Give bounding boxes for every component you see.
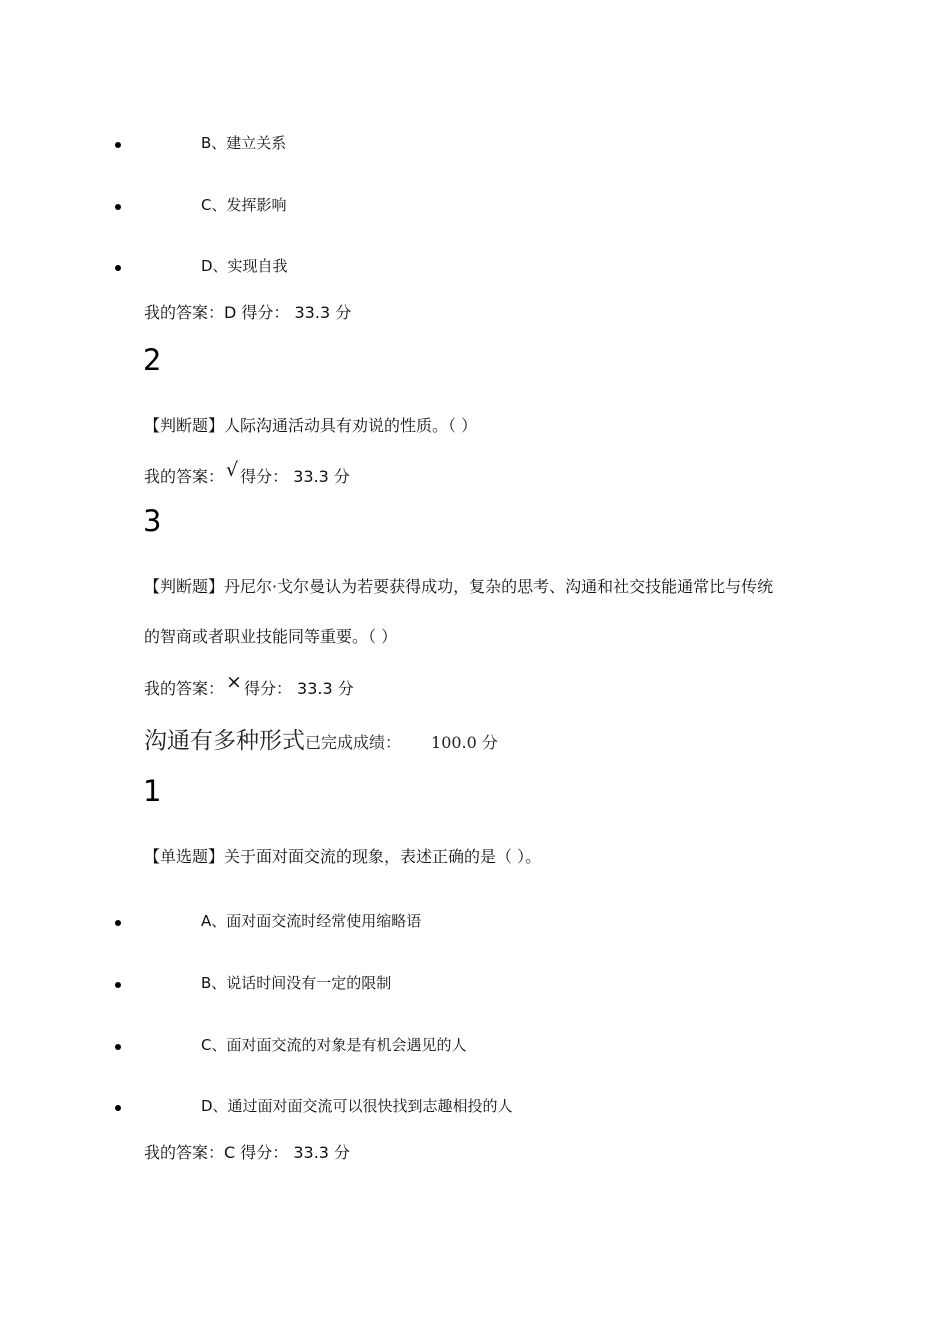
question-stem: 【判断题】人际沟通活动具有劝说的性质。（ ） — [144, 416, 478, 435]
answer-prefix: 我的答案： — [144, 679, 225, 698]
option-c[interactable]: C、发挥影响 — [201, 196, 287, 214]
bullet — [115, 1044, 121, 1050]
section-score: 100.0 分 — [431, 733, 498, 752]
section-status: 已完成成绩： — [305, 733, 402, 752]
question-number: 1 — [143, 774, 162, 808]
question-stem-line1: 【判断题】丹尼尔·戈尔曼认为若要获得成功，复杂的思考、沟通和社交技能通常比与传统 — [144, 577, 774, 596]
option-d[interactable]: D、通过面对面交流可以很快找到志趣相投的人 — [201, 1097, 513, 1115]
bullet — [115, 204, 121, 210]
question-number: 3 — [143, 504, 162, 538]
bullet — [115, 920, 121, 926]
option-a[interactable]: A、面对面交流时经常使用缩略语 — [201, 912, 422, 930]
option-b[interactable]: B、建立关系 — [201, 134, 287, 152]
question-stem: 【单选题】关于面对面交流的现象，表述正确的是（ ）。 — [144, 847, 542, 866]
my-answer: 我的答案：C 得分： 33.3 分 — [144, 1143, 351, 1162]
option-c[interactable]: C、面对面交流的对象是有机会遇见的人 — [201, 1036, 467, 1054]
answer-score: 得分： 33.3 分 — [240, 467, 350, 486]
bullet — [115, 1105, 121, 1111]
question-number: 2 — [143, 343, 162, 377]
bullet — [115, 142, 121, 148]
section-title: 沟通有多种形式 — [144, 728, 305, 754]
question-stem-line2: 的智商或者职业技能同等重要。（ ） — [144, 627, 398, 646]
bullet — [115, 265, 121, 271]
cross-mark-icon: × — [226, 671, 242, 693]
section-header — [144, 722, 498, 755]
check-mark-icon: √ — [226, 459, 239, 481]
option-b[interactable]: B、说话时间没有一定的限制 — [201, 974, 392, 992]
my-answer: 我的答案：D 得分： 33.3 分 — [144, 303, 352, 322]
option-d[interactable]: D、实现自我 — [201, 257, 288, 275]
my-answer — [144, 459, 350, 487]
answer-prefix: 我的答案： — [144, 467, 225, 486]
my-answer — [144, 671, 354, 699]
answer-score: 得分： 33.3 分 — [243, 679, 354, 698]
bullet — [115, 982, 121, 988]
